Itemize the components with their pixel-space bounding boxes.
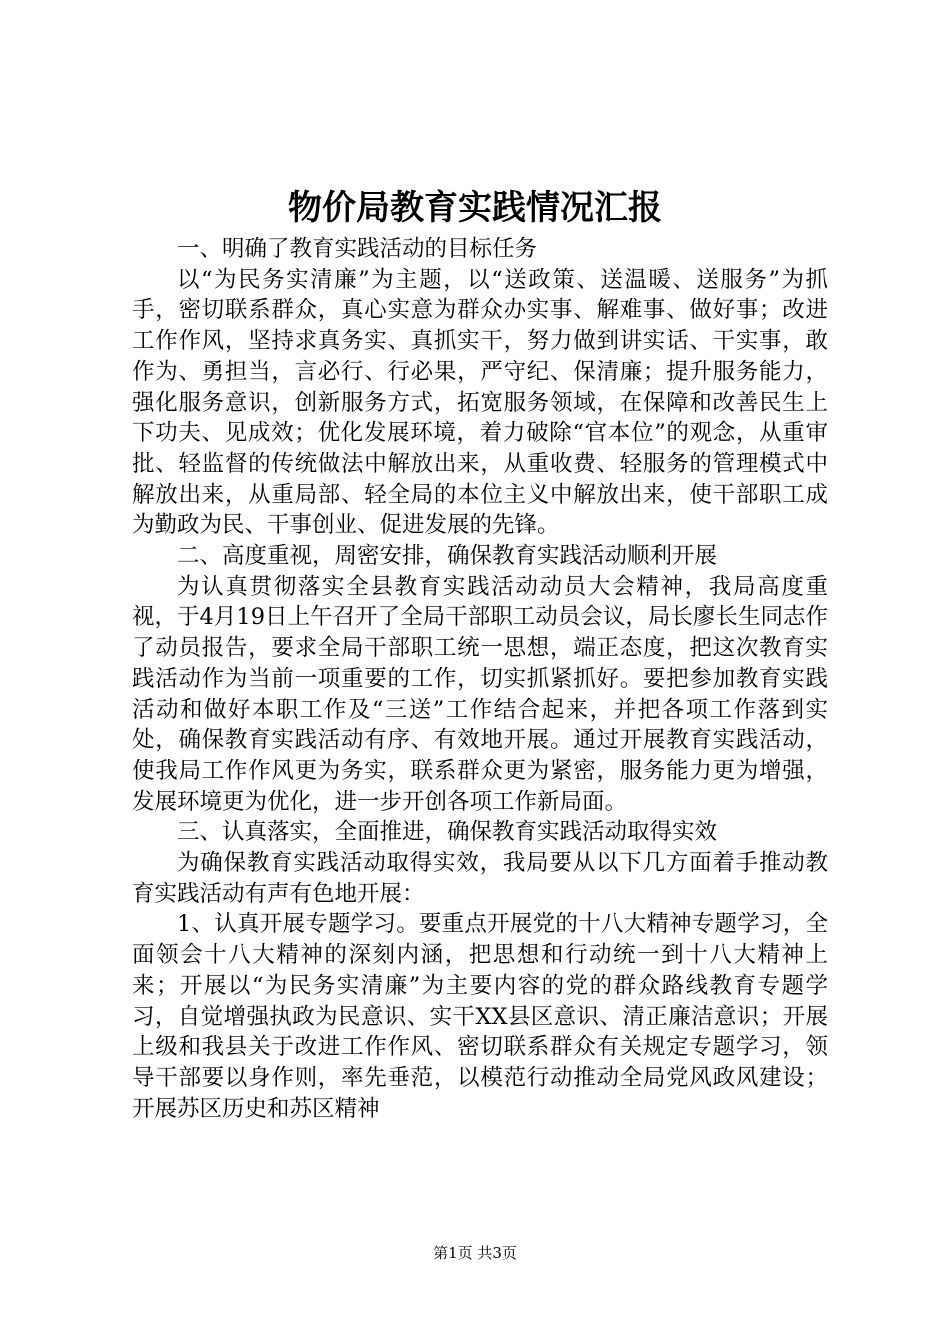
- paragraph: 以“为民务实清廉”为主题，以“送政策、送温暖、送服务”为抓手，密切联系群众，真心实意为群众办实事、解难事、做好事；改进工作作风，坚持求真务实、真抓实干，努力做到讲实话、干实事，敢作为、勇担当，言必行、行必果，严守纪、保清廉；提升服务能力，强化服务意识，创新服务方式，拓宽服务领域，在保障和改善民生上下功夫、见成效；优化发展环境，着力破除“官本位”的观念，从重审批、轻监督的传统做法中解放出来，从重收费、轻服务的管理模式中解放出来，从重局部、轻全局的本位主义中解放出来，使干部职工成为勤政为民、干事创业、促进发展的先锋。: [132, 266, 828, 539]
- paragraph: 为认真贯彻落实全县教育实践活动动员大会精神，我局高度重视，于4月19日上午召开了全局干部职工动员会议，局长廖长生同志作了动员报告，要求全局干部职工统一思想，端正态度，把这次教育实践活动作为当前一项重要的工作，切实抓紧抓好。要把参加教育实践活动和做好本职工作及“三送”工作结合起来，并把各项工作落到实处，确保教育实践活动有序、有效地开展。通过开展教育实践活动，使我局工作作风更为务实，联系群众更为紧密，服务能力更为增强，发展环境更为优化，进一步开创各项工作新局面。: [132, 573, 828, 815]
- section-heading-1: 一、明确了教育实践活动的目标任务: [177, 236, 538, 262]
- page-footer: 第1页 共3页: [433, 1244, 517, 1262]
- section-heading-3: 三、认真落实，全面推进，确保教育实践活动取得实效: [177, 819, 718, 846]
- document-title: 物价局教育实践情况汇报: [288, 188, 662, 228]
- paragraph: 为确保教育实践活动取得实效，我局要从以下几方面着手推动教育实践活动有声有色地开展：: [132, 850, 828, 907]
- document-body: [132, 234, 828, 1124]
- paragraph: 1、认真开展专题学习。要重点开展党的十八大精神专题学习，全面领会十八大精神的深刻内涵，把思想和行动统一到十八大精神上来；开展以“为民务实清廉”为主要内容的党的群众路线教育专题学习，自觉增强执政为民意识、实干XX县区意识、清正廉洁意识；开展上级和我县关于改进工作作风、密切联系群众有关规定专题学习，领导干部要以身作则，率先垂范，以模范行动推动全局党风政风建设；开展苏区历史和苏区精神: [132, 911, 828, 1122]
- section-heading-2: 二、高度重视，周密安排，确保教育实践活动顺利开展: [177, 543, 718, 570]
